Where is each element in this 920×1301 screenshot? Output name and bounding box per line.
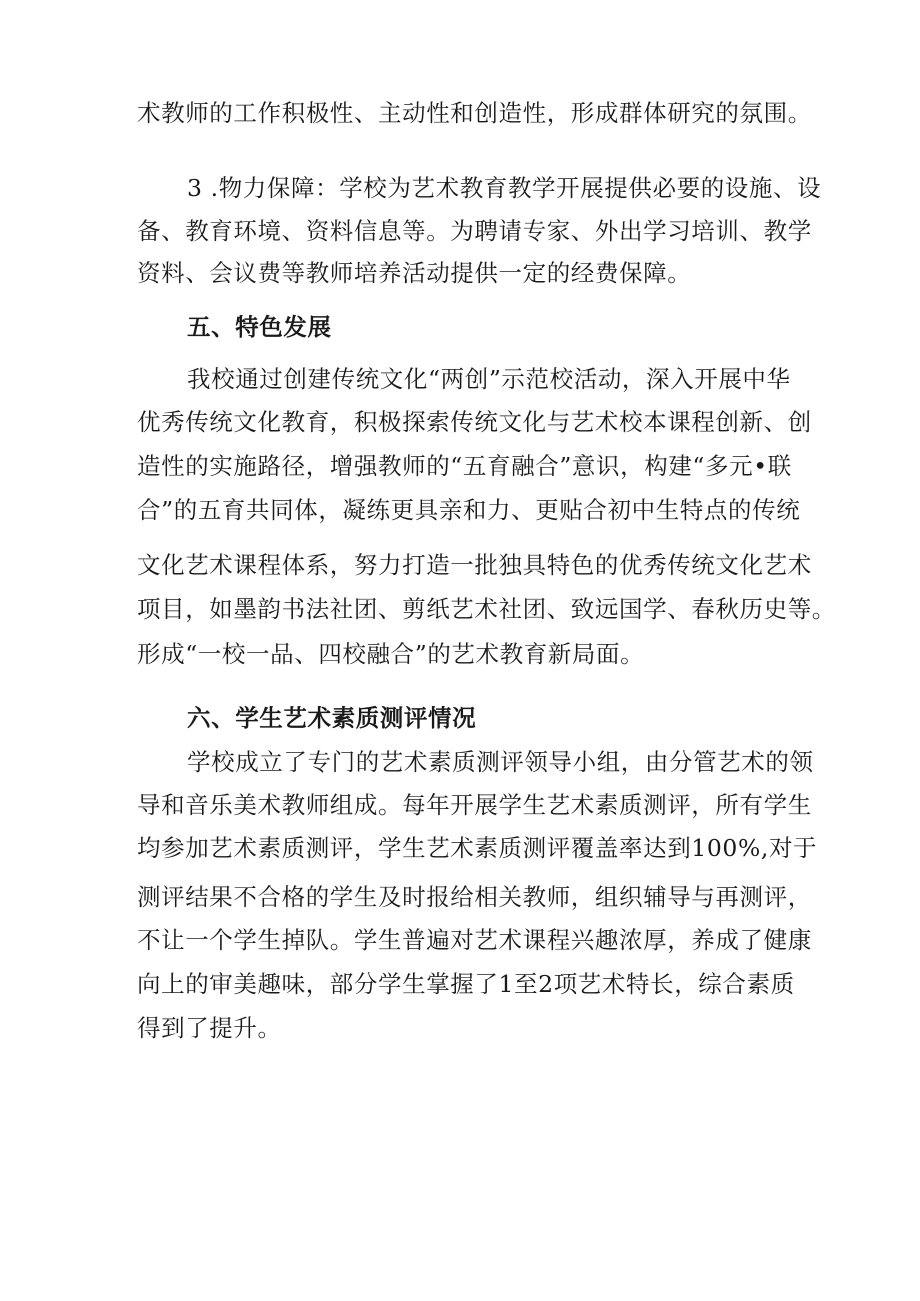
paragraph-line: 形成“一校一品、四校融合”的艺术教育新局面。 [137,640,645,668]
paragraph-line: 项目，如墨韵书法社团、剪纸艺术社团、致远国学、春秋历史等。 [137,595,836,623]
paragraph-line: 3 .物力保障：学校为艺术教育教学开展提供必要的设施、设 [187,174,822,202]
paragraph-line: 术教师的工作积极性、主动性和创造性，形成群体研究的氛围。 [137,99,812,127]
paragraph-line: 均参加艺术素质测评，学生艺术素质测评覆盖率达到100%,对于 [137,834,818,862]
paragraph-line: 备、教育环境、资料信息等。为聘请专家、外出学习培训、教学 [137,217,812,245]
paragraph-line: 我校通过创建传统文化“两创”示范校活动，深入开展中华 [187,365,791,393]
paragraph-line: 合”的五育共同体，凝练更具亲和力、更贴合初中生特点的传统 [137,496,801,524]
paragraph-line: 测评结果不合格的学生及时报给相关教师，组织辅导与再测评， [137,883,812,911]
paragraph-line: 造性的实施路径，增强教师的“五育融合”意识，构建“多元•联 [137,452,792,480]
paragraph-line: 文化艺术课程体系，努力打造一批独具特色的优秀传统文化艺术 [137,551,812,579]
paragraph-line: 导和音乐美术教师组成。每年开展学生艺术素质测评，所有学生 [137,791,812,819]
paragraph-line: 资料、会议费等教师培养活动提供一定的经费保障。 [137,259,692,287]
paragraph-line: 优秀传统文化教育，积极探索传统文化与艺术校本课程创新、创 [137,408,812,436]
paragraph-line: 学校成立了专门的艺术素质测评领导小组，由分管艺术的领 [187,748,814,776]
section-heading: 五、特色发展 [187,313,332,341]
paragraph-line: 得到了提升。 [137,1014,282,1042]
paragraph-line: 不让一个学生掉队。学生普遍对艺术课程兴趣浓厚，养成了健康 [137,926,812,954]
paragraph-line: 向上的审美趣味，部分学生掌握了1至2项艺术特长，综合素质 [137,970,795,998]
section-heading: 六、学生艺术素质测评情况 [187,704,477,732]
